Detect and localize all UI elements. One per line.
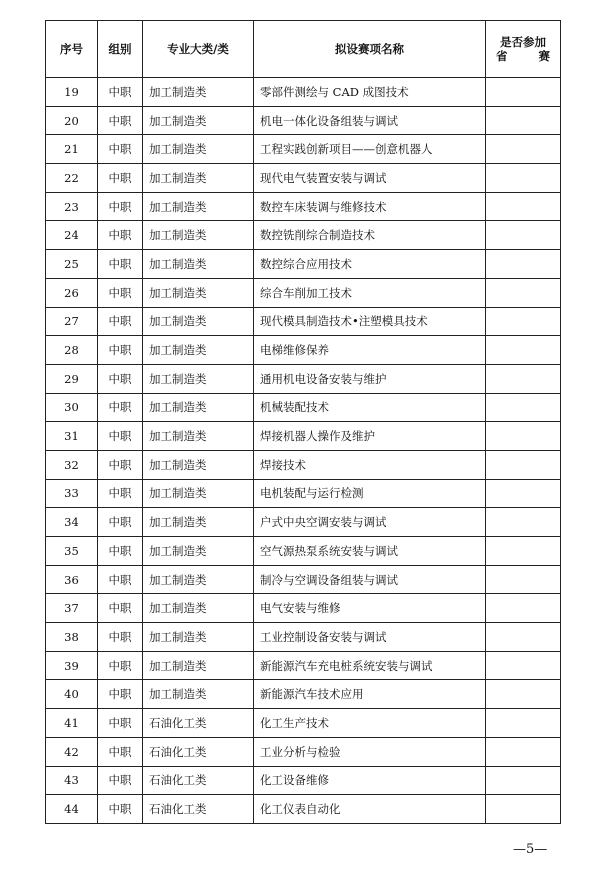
cell-category: 加工制造类 <box>143 336 254 365</box>
cell-group: 中职 <box>98 680 143 709</box>
cell-name: 工业分析与检验 <box>254 737 486 766</box>
table-row <box>46 164 561 193</box>
cell-num: 20 <box>46 106 98 135</box>
cell-category: 加工制造类 <box>143 250 254 279</box>
cell-name: 数控车床装调与维修技术 <box>254 192 486 221</box>
cell-name: 综合车削加工技术 <box>254 278 486 307</box>
cell-name: 电机装配与运行检测 <box>254 479 486 508</box>
cell-join <box>486 307 561 336</box>
header-join <box>486 21 561 78</box>
header-group: 组别 <box>98 21 143 78</box>
cell-join <box>486 594 561 623</box>
cell-num: 38 <box>46 623 98 652</box>
cell-name: 化工生产技术 <box>254 709 486 738</box>
cell-category: 加工制造类 <box>143 508 254 537</box>
cell-group: 中职 <box>98 623 143 652</box>
cell-group: 中职 <box>98 594 143 623</box>
cell-name: 机电一体化设备组装与调试 <box>254 106 486 135</box>
cell-category: 加工制造类 <box>143 78 254 107</box>
cell-name: 机械装配技术 <box>254 393 486 422</box>
cell-num: 26 <box>46 278 98 307</box>
cell-group: 中职 <box>98 537 143 566</box>
table-row <box>46 336 561 365</box>
table-row <box>46 680 561 709</box>
table-row <box>46 766 561 795</box>
cell-name: 电梯维修保养 <box>254 336 486 365</box>
table-row <box>46 709 561 738</box>
cell-category: 石油化工类 <box>143 766 254 795</box>
cell-group: 中职 <box>98 106 143 135</box>
cell-join <box>486 278 561 307</box>
header-join-line1: 是否参加 <box>500 35 546 49</box>
cell-join <box>486 537 561 566</box>
table-body <box>46 78 561 824</box>
cell-name: 空气源热泵系统安装与调试 <box>254 537 486 566</box>
cell-category: 加工制造类 <box>143 623 254 652</box>
cell-num: 42 <box>46 737 98 766</box>
cell-name: 新能源汽车充电桩系统安装与调试 <box>254 651 486 680</box>
cell-group: 中职 <box>98 795 143 824</box>
header-name: 拟设赛项名称 <box>254 21 486 78</box>
cell-name: 制冷与空调设备组装与调试 <box>254 565 486 594</box>
cell-category: 加工制造类 <box>143 594 254 623</box>
cell-join <box>486 336 561 365</box>
cell-num: 37 <box>46 594 98 623</box>
cell-category: 加工制造类 <box>143 422 254 451</box>
header-num: 序号 <box>46 21 98 78</box>
cell-name: 现代模具制造技术•注塑模具技术 <box>254 307 486 336</box>
cell-name: 现代电气装置安装与调试 <box>254 164 486 193</box>
cell-join <box>486 766 561 795</box>
cell-join <box>486 709 561 738</box>
cell-category: 加工制造类 <box>143 364 254 393</box>
competition-table <box>45 20 561 824</box>
cell-name: 化工设备维修 <box>254 766 486 795</box>
cell-join <box>486 565 561 594</box>
cell-group: 中职 <box>98 709 143 738</box>
cell-join <box>486 364 561 393</box>
table-row <box>46 737 561 766</box>
cell-category: 加工制造类 <box>143 680 254 709</box>
table-row <box>46 450 561 479</box>
cell-num: 24 <box>46 221 98 250</box>
cell-name: 工程实践创新项目——创意机器人 <box>254 135 486 164</box>
cell-group: 中职 <box>98 737 143 766</box>
table-row <box>46 508 561 537</box>
cell-name: 数控铣削综合制造技术 <box>254 221 486 250</box>
table-row <box>46 106 561 135</box>
cell-group: 中职 <box>98 135 143 164</box>
cell-num: 41 <box>46 709 98 738</box>
cell-category: 石油化工类 <box>143 709 254 738</box>
cell-name: 电气安装与维修 <box>254 594 486 623</box>
table-row <box>46 623 561 652</box>
cell-join <box>486 135 561 164</box>
cell-group: 中职 <box>98 508 143 537</box>
cell-group: 中职 <box>98 651 143 680</box>
cell-join <box>486 164 561 193</box>
cell-join <box>486 78 561 107</box>
cell-num: 35 <box>46 537 98 566</box>
cell-category: 加工制造类 <box>143 192 254 221</box>
cell-group: 中职 <box>98 250 143 279</box>
cell-join <box>486 393 561 422</box>
cell-group: 中职 <box>98 221 143 250</box>
cell-category: 加工制造类 <box>143 307 254 336</box>
cell-num: 30 <box>46 393 98 422</box>
table-row <box>46 565 561 594</box>
table-row <box>46 393 561 422</box>
table-row <box>46 221 561 250</box>
cell-join <box>486 479 561 508</box>
cell-num: 34 <box>46 508 98 537</box>
cell-group: 中职 <box>98 278 143 307</box>
table-row <box>46 135 561 164</box>
cell-join <box>486 623 561 652</box>
cell-num: 19 <box>46 78 98 107</box>
header-category: 专业大类/类 <box>143 21 254 78</box>
table-row <box>46 307 561 336</box>
cell-num: 40 <box>46 680 98 709</box>
cell-name: 户式中央空调安装与调试 <box>254 508 486 537</box>
cell-num: 22 <box>46 164 98 193</box>
cell-category: 加工制造类 <box>143 278 254 307</box>
cell-group: 中职 <box>98 393 143 422</box>
cell-category: 石油化工类 <box>143 737 254 766</box>
cell-category: 加工制造类 <box>143 479 254 508</box>
cell-category: 加工制造类 <box>143 106 254 135</box>
cell-join <box>486 221 561 250</box>
cell-name: 化工仪表自动化 <box>254 795 486 824</box>
cell-category: 加工制造类 <box>143 393 254 422</box>
cell-join <box>486 795 561 824</box>
cell-group: 中职 <box>98 422 143 451</box>
cell-join <box>486 508 561 537</box>
cell-category: 加工制造类 <box>143 164 254 193</box>
cell-group: 中职 <box>98 479 143 508</box>
table-row <box>46 479 561 508</box>
table-row <box>46 364 561 393</box>
cell-name: 焊接技术 <box>254 450 486 479</box>
cell-join <box>486 422 561 451</box>
cell-group: 中职 <box>98 192 143 221</box>
table-row <box>46 795 561 824</box>
cell-group: 中职 <box>98 336 143 365</box>
cell-num: 21 <box>46 135 98 164</box>
cell-num: 23 <box>46 192 98 221</box>
cell-num: 31 <box>46 422 98 451</box>
cell-join <box>486 250 561 279</box>
cell-num: 33 <box>46 479 98 508</box>
cell-category: 石油化工类 <box>143 795 254 824</box>
cell-num: 27 <box>46 307 98 336</box>
cell-name: 零部件测绘与 CAD 成图技术 <box>254 78 486 107</box>
cell-num: 29 <box>46 364 98 393</box>
table-row <box>46 651 561 680</box>
cell-category: 加工制造类 <box>143 651 254 680</box>
document-table-container <box>45 20 560 824</box>
cell-join <box>486 450 561 479</box>
cell-category: 加工制造类 <box>143 450 254 479</box>
cell-group: 中职 <box>98 364 143 393</box>
cell-category: 加工制造类 <box>143 537 254 566</box>
cell-group: 中职 <box>98 307 143 336</box>
table-row <box>46 537 561 566</box>
cell-num: 44 <box>46 795 98 824</box>
cell-group: 中职 <box>98 78 143 107</box>
cell-join <box>486 106 561 135</box>
cell-category: 加工制造类 <box>143 565 254 594</box>
table-row <box>46 192 561 221</box>
cell-name: 新能源汽车技术应用 <box>254 680 486 709</box>
cell-num: 32 <box>46 450 98 479</box>
cell-num: 36 <box>46 565 98 594</box>
table-row <box>46 78 561 107</box>
cell-group: 中职 <box>98 766 143 795</box>
cell-num: 25 <box>46 250 98 279</box>
table-row <box>46 594 561 623</box>
cell-join <box>486 192 561 221</box>
cell-num: 43 <box>46 766 98 795</box>
cell-join <box>486 680 561 709</box>
table-header-row <box>46 21 561 78</box>
cell-join <box>486 651 561 680</box>
cell-num: 39 <box>46 651 98 680</box>
table-row <box>46 250 561 279</box>
cell-group: 中职 <box>98 450 143 479</box>
cell-num: 28 <box>46 336 98 365</box>
cell-name: 数控综合应用技术 <box>254 250 486 279</box>
cell-category: 加工制造类 <box>143 221 254 250</box>
cell-name: 通用机电设备安装与维护 <box>254 364 486 393</box>
cell-group: 中职 <box>98 565 143 594</box>
cell-join <box>486 737 561 766</box>
cell-category: 加工制造类 <box>143 135 254 164</box>
table-row <box>46 278 561 307</box>
table-row <box>46 422 561 451</box>
cell-name: 工业控制设备安装与调试 <box>254 623 486 652</box>
cell-group: 中职 <box>98 164 143 193</box>
page-number: —5— <box>513 842 548 857</box>
cell-name: 焊接机器人操作及维护 <box>254 422 486 451</box>
header-join-line2: 省 赛 <box>496 49 550 63</box>
